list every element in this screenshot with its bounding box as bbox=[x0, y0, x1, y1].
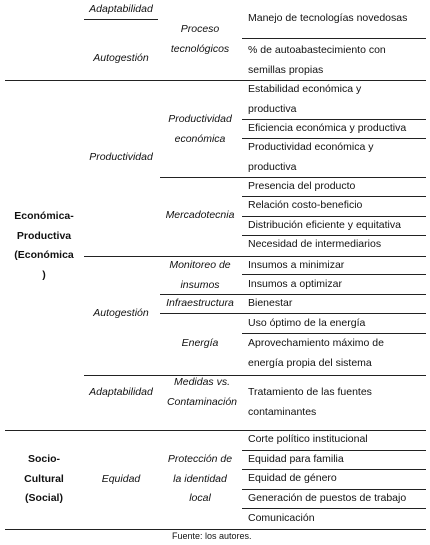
cell-autogestion: Autogestión bbox=[93, 52, 149, 64]
indicator-distribucion: Distribución eficiente y equitativa bbox=[248, 219, 401, 231]
indicator-eficiencia: Eficiencia económica y productiva bbox=[248, 122, 407, 134]
dimension-socio-cultural: Socio- Cultural (Social) bbox=[24, 453, 64, 504]
criterion-monitoreo: Monitoreo de insumos bbox=[169, 259, 231, 291]
indicator-productividad: Productividad económica y productiva bbox=[248, 141, 374, 173]
attribute-adaptabilidad: Adaptabilidad bbox=[89, 386, 153, 398]
cell-proceso-tecnologicos: Proceso tecnológicos bbox=[170, 23, 230, 55]
cell-adaptabilidad: Adaptabilidad bbox=[89, 3, 153, 15]
dimension-economica: Económica- Productiva (Económica ) bbox=[14, 210, 74, 281]
indicator-insumos-minimizar: Insumos a minimizar bbox=[248, 259, 345, 271]
indicator-estabilidad: Estabilidad económica y productiva bbox=[248, 83, 362, 115]
indicator-aprovechamiento: Aprovechamiento máximo de energía propia del sistema bbox=[248, 337, 384, 369]
source-note: Fuente: los autores. bbox=[172, 531, 252, 541]
indicator-tratamiento: Tratamiento de las fuentes contaminantes bbox=[248, 386, 372, 418]
rule bbox=[5, 529, 426, 530]
criterion-proteccion: Protección de la identidad local bbox=[167, 453, 233, 504]
attribute-equidad: Equidad bbox=[101, 473, 141, 485]
criterion-energia: Energía bbox=[181, 337, 219, 349]
indicator-relacion: Relación costo-beneficio bbox=[248, 199, 363, 211]
criterion-productividad-economica: Productividad económica bbox=[168, 113, 232, 145]
indicator-presencia: Presencia del producto bbox=[248, 180, 356, 192]
indicator-manejo: Manejo de tecnologías novedosas bbox=[248, 12, 408, 24]
indicator-equidad-familia: Equidad para familia bbox=[248, 453, 344, 465]
indicator-equidad-genero: Equidad de género bbox=[248, 472, 337, 484]
rule bbox=[84, 375, 426, 376]
rule bbox=[242, 38, 426, 39]
attribute-autogestion: Autogestión bbox=[93, 307, 149, 319]
indicator-necesidad: Necesidad de intermediarios bbox=[248, 238, 382, 250]
indicator-autoabastecimiento: % de autoabastecimiento con semillas propias bbox=[248, 44, 386, 76]
attribute-productividad: Productividad bbox=[89, 151, 153, 163]
indicator-corte: Corte político institucional bbox=[248, 433, 368, 445]
indicator-bienestar: Bienestar bbox=[248, 297, 293, 309]
criterion-medidas: Medidas vs. Contaminación bbox=[166, 376, 238, 408]
criterion-mercadotecnia: Mercadotecnia bbox=[165, 209, 235, 221]
indicator-uso-optimo: Uso óptimo de la energía bbox=[248, 317, 366, 329]
indicator-generacion: Generación de puestos de trabajo bbox=[248, 492, 407, 504]
indicator-insumos-optimizar: Insumos a optimizar bbox=[248, 278, 342, 290]
rule bbox=[84, 19, 158, 20]
criterion-infraestructura: Infraestructura bbox=[166, 297, 234, 309]
indicator-comunicacion: Comunicación bbox=[248, 512, 315, 524]
rule bbox=[5, 80, 426, 81]
